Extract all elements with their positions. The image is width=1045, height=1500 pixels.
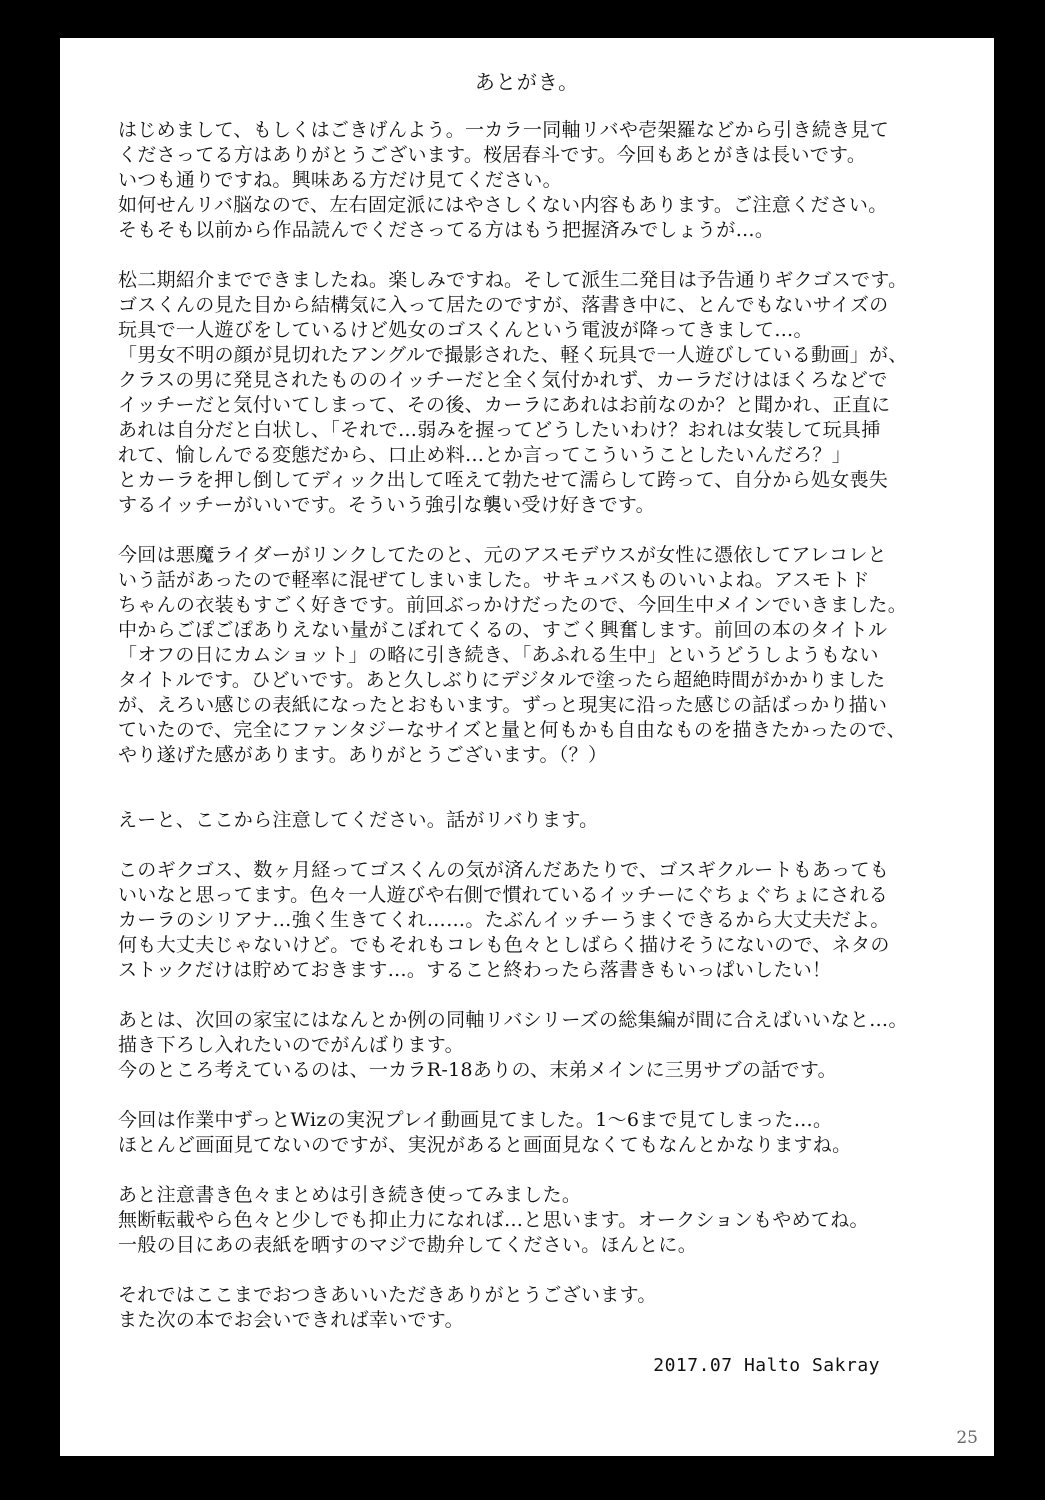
text-line: ほとんど画面見てないのですが、実況があると画面見なくてもなんとかなりますね。 [118,1134,852,1156]
text-line: くださってる方はありがとうございます。桜居春斗です。今回もあとがきは長いです。 [118,144,867,166]
text-line: いう話があったので軽率に混ぜてしまいました。サキュバスものいいよね。アスモトド [118,569,870,591]
text-line: あとは、次回の家宝にはなんとか例の同軸リバシリーズの総集編が間に合えばいいなと…。 [118,1009,908,1031]
text-line: いつも通りですね。興味ある方だけ見てください。 [118,169,562,191]
text-line: とカーラを押し倒してディック出して咥えて勃たせて濡らして跨って、自分から処女喪失 [118,469,889,491]
page-title: あとがき。 [474,70,580,94]
text-line: れて、愉しんでる変態だから、口止め料…とか言ってこういうことしたいんだろ？」 [118,444,852,466]
text-line: 今回は悪魔ライダーがリンクしてたのと、元のアスモデウスが女性に憑依してアレコレと [118,544,887,566]
text-line: 一般の目にあの表紙を晒すのマジで勘弁してください。ほんとに。 [118,1234,698,1256]
text-line: やり遂げた感があります。ありがとうございます。（？） [118,744,608,766]
text-line: はじめまして、もしくはごきげんよう。一カラ一同軸リバや壱架羅などから引き続き見て [118,119,890,141]
text-line: 中からごぽごぽありえない量がこぼれてくるの、すごく興奮します。前回の本のタイトル [118,619,888,641]
text-line: が、えろい感じの表紙になったとおもいます。ずっと現実に沿った感じの話ばっかり描い [118,694,888,716]
text-line: 如何せんリバ脳なので、左右固定派にはやさしくない内容もあります。ご注意ください。 [118,194,888,216]
text-line: 「男女不明の顔が見切れたアングルで撮影された、軽く玩具で一人遊びしている動画」が、 [118,344,908,366]
text-line: 玩具で一人遊びをしているけど処女のゴスくんという電波が降ってきまして…。 [118,319,813,341]
text-line: ていたので、完全にファンタジーなサイズと量と何もかも自由なものを描きたかったので、 [118,719,906,741]
paragraph [118,858,978,983]
text-line: ちゃんの衣装もすごく好きです。前回ぶっかけだったので、今回生中メインでいきました。 [118,594,908,616]
paragraph [118,1183,978,1258]
paragraph [118,1108,978,1158]
text-line: あれは自分だと白状し、「それで…弱みを握ってどうしたいわけ？おれは女装して玩具挿 [118,419,881,441]
text-line: 無断転載やら色々と少しでも抑止力になれば…と思います。オークションもやめてね。 [118,1209,869,1231]
text-line: えーと、ここから注意してください。話がリバります。 [118,809,599,831]
text-line: するイッチーがいいです。そういう強引な襲い受け好きです。 [118,494,655,516]
text-line: また次の本でお会いできれば幸いです。 [118,1309,464,1331]
text-line: 今回は作業中ずっとWizの実況プレイ動画見てました。1～6まで見てしまった…。 [118,1109,833,1131]
paragraph [118,808,978,833]
text-line: このギクゴス、数ヶ月経ってゴスくんの気が済んだあたりで、ゴスギクルートもあっても [118,859,890,881]
text-line: カーラのシリアナ…強く生きてくれ……。たぶんイッチーうまくできるから大丈夫だよ。 [118,909,890,931]
paragraph [118,1008,978,1083]
page-number: 25 [956,1428,978,1448]
text-line: そもそも以前から作品読んでくださってる方はもう把握済みでしょうが…。 [118,219,775,241]
text-line: 今のところ考えているのは、一カラR-18ありの、末弟メインに三男サブの話です。 [118,1059,837,1081]
date-signature: 2017.07 Halto Sakray [653,1355,880,1376]
text-line: 何も大丈夫じゃないけど。でもそれもコレも色々としばらく描けそうにないので、ネタの [118,934,890,956]
text-line: 描き下ろし入れたいのでがんばります。 [118,1034,464,1056]
text-line: クラスの男に発見されたもののイッチーだと全く気付かれず、カーラだけはほくろなどで [118,369,888,391]
text-line: ストックだけは貯めておきます…。すること終わったら落書きもいっぱいしたい！ [118,959,832,981]
paragraph [118,268,978,518]
text-line: 松二期紹介までできましたね。楽しみですね。そして派生二発目は予告通りギクゴスです。 [118,269,908,291]
text-line: 「オフの日にカムショット」の略に引き続き、「あふれる生中」というどうしようもない [118,644,879,666]
text-line: いいなと思ってます。色々一人遊びや右側で慣れているイッチーにぐちょぐちょにされる [118,884,889,906]
text-line: あと注意書き色々まとめは引き続き使ってみました。 [118,1184,582,1206]
afterword-body [118,118,978,1358]
document-page [60,38,994,1456]
text-line: それではここまでおつきあいいただきありがとうございます。 [118,1284,657,1306]
paragraph [118,543,978,768]
text-line: タイトルです。ひどいです。あと久しぶりにデジタルで塗ったら超絶時間がかかりました [118,669,886,691]
paragraph [118,1283,978,1333]
paragraph [118,118,978,243]
text-line: ゴスくんの見た目から結構気に入って居たのですが、落書き中に、とんでもないサイズの [118,294,889,316]
text-line: イッチーだと気付いてしまって、その後、カーラにあれはお前なのか？と聞かれ、正直に [118,394,891,416]
